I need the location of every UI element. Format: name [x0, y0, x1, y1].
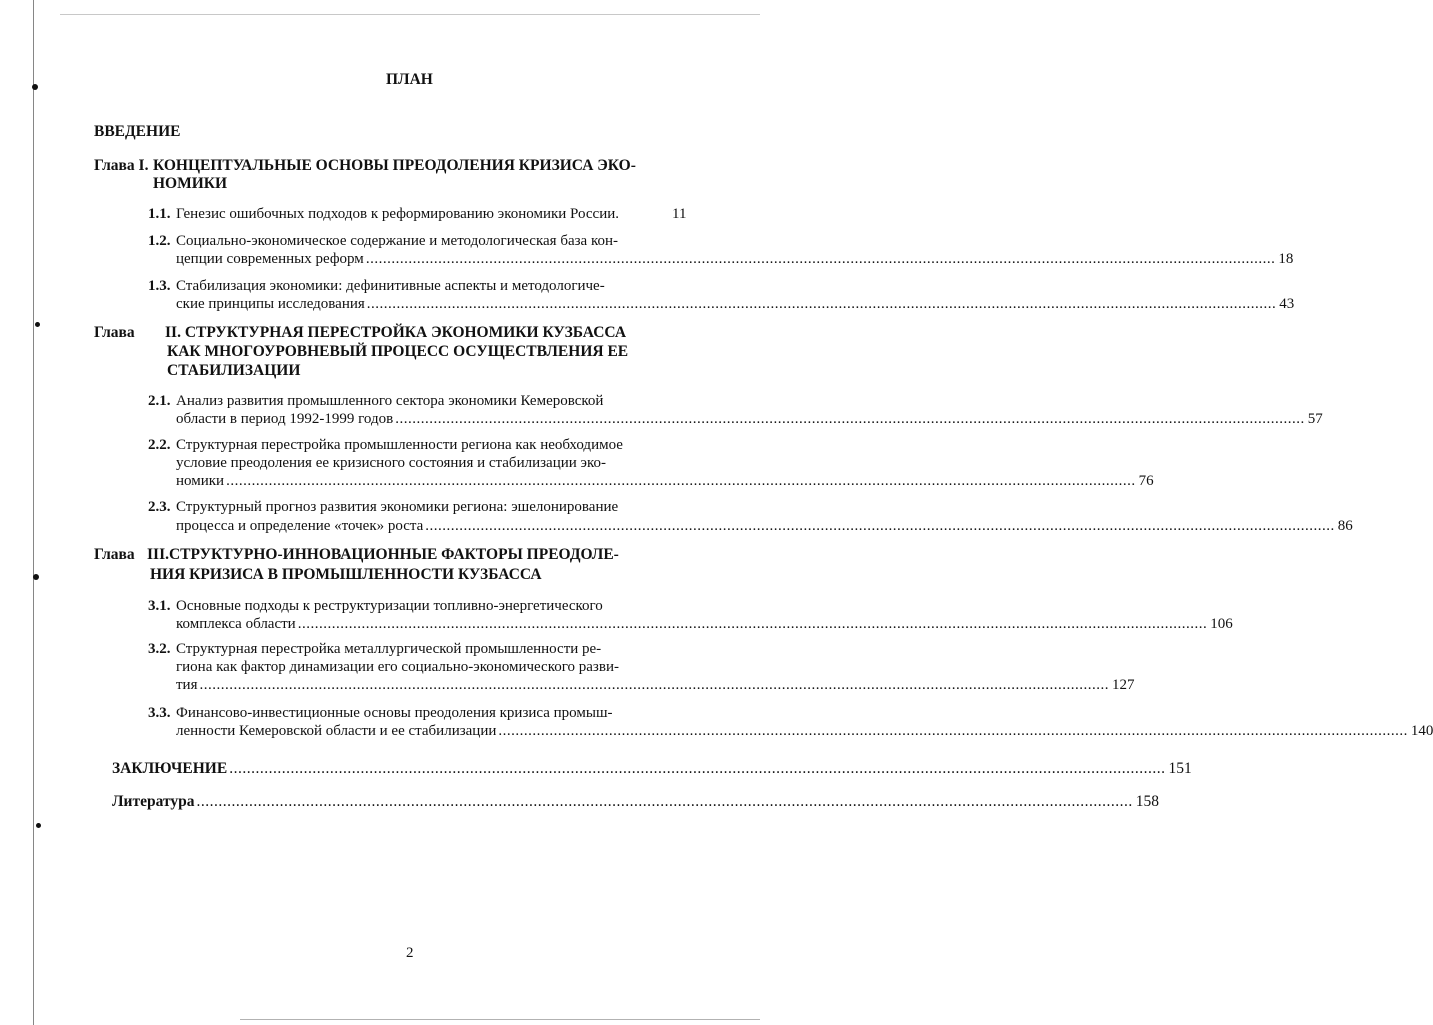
section-page: 140: [1410, 723, 1433, 739]
section-title: процесса и определение «точек» роста: [176, 518, 424, 534]
scan-edge-left: [33, 0, 34, 1025]
conclusion-entry: [112, 760, 1192, 778]
dot-leader: ......................................................................................................................................................................................................................: [395, 411, 1305, 427]
dot-leader: ......................................................................................................................................................................................................................: [199, 677, 1109, 693]
section-title: Стабилизация экономики: дефинитивные аспекты и методологиче-: [176, 278, 605, 294]
section-title: тия: [176, 677, 198, 693]
toc-entry-row: [176, 250, 1294, 268]
section-number: 3.2.: [148, 641, 171, 657]
section-number: 2.2.: [148, 437, 171, 453]
section-page: 43: [1279, 296, 1295, 312]
toc-entry-row: [176, 410, 1323, 428]
section-page: 86: [1337, 518, 1353, 534]
section-title: Структурный прогноз развития экономики региона: эшелонирование: [176, 499, 619, 515]
chapter-3-prefix: Глава: [94, 546, 135, 563]
section-title: ские принципы исследования: [176, 296, 365, 312]
section-number: 2.3.: [148, 499, 171, 515]
section-title: цепции современных реформ: [176, 251, 364, 267]
section-page: 11: [672, 206, 687, 222]
section-page: 18: [1278, 251, 1294, 267]
section-number: 3.1.: [148, 598, 171, 614]
section-page: 76: [1138, 473, 1154, 489]
toc-entry-row: [176, 676, 1135, 694]
chapter-2-title: II. СТРУКТУРНАЯ ПЕРЕСТРОЙКА ЭКОНОМИКИ КУЗБАССА: [165, 324, 627, 341]
dot-leader: ......................................................................................................................................................................................................................: [226, 473, 1136, 489]
section-title: Структурная перестройка промышленности региона как необходимое: [176, 437, 623, 453]
literature-label: Литература: [112, 793, 195, 810]
chapter-1-title: НОМИКИ: [153, 175, 228, 192]
section-title: ленности Кемеровской области и ее стабилизации: [176, 723, 497, 739]
toc-entry-row: [176, 615, 1233, 633]
section-number: 1.2.: [148, 233, 171, 249]
section-number: 1.3.: [148, 278, 171, 294]
section-title: Основные подходы к реструктуризации топливно-энергетического: [176, 598, 603, 614]
section-number: 1.1.: [148, 206, 171, 222]
section-title: Анализ развития промышленного сектора экономики Кемеровской: [176, 393, 604, 409]
section-title: Генезис ошибочных подходов к реформированию экономики России.: [176, 206, 620, 222]
scan-speck: [35, 322, 40, 327]
section-title: комплекса области: [176, 616, 296, 632]
scan-speck: [32, 84, 38, 90]
page-title: ПЛАН: [386, 71, 433, 88]
dot-leader: ......................................................................................................................................................................................................................: [498, 723, 1408, 739]
section-title: номики: [176, 473, 225, 489]
section-number: 3.3.: [148, 705, 171, 721]
scan-edge-top: [60, 14, 760, 15]
section-page: 106: [1210, 616, 1233, 632]
conclusion-page: 151: [1168, 760, 1192, 777]
chapter-1-prefix: Глава I.: [94, 157, 149, 174]
section-page: 57: [1307, 411, 1323, 427]
scan-speck: [33, 574, 39, 580]
chapter-3-title: НИЯ КРИЗИСА В ПРОМЫШЛЕННОСТИ КУЗБАССА: [150, 566, 542, 583]
section-title: области в период 1992-1999 годов: [176, 411, 394, 427]
dot-leader: ......................................................................................................................................................................................................................: [365, 251, 1276, 267]
section-title: условие преодоления ее кризисного состояния и стабилизации эко-: [176, 455, 606, 471]
toc-entry-row: [176, 722, 1433, 740]
chapter-2-title: СТАБИЛИЗАЦИИ: [167, 362, 301, 379]
conclusion-label: ЗАКЛЮЧЕНИЕ: [112, 760, 228, 777]
toc-entry-row: [176, 472, 1154, 490]
intro-heading: ВВЕДЕНИЕ: [94, 123, 181, 140]
dot-leader: ......................................................................................................................................................................................................................: [366, 296, 1277, 312]
dot-leader: ......................................................................................................................................................................................................................: [297, 616, 1208, 632]
dot-leader: ......................................................................................................................................................................................................................: [425, 518, 1335, 534]
toc-entry-row: [176, 295, 1295, 313]
scan-speck: [36, 823, 41, 828]
toc-entry-row: [176, 517, 1353, 535]
section-number: 2.1.: [148, 393, 171, 409]
section-title: Социально-экономическое содержание и методологическая база кон-: [176, 233, 618, 249]
dot-leader: ......................................................................................................................................................................................................................: [196, 793, 1133, 810]
scan-edge-bottom: [240, 1019, 760, 1020]
chapter-1-title: КОНЦЕПТУАЛЬНЫЕ ОСНОВЫ ПРЕОДОЛЕНИЯ КРИЗИСА ЭКО-: [153, 157, 636, 174]
section-title: Финансово-инвестиционные основы преодоления кризиса промыш-: [176, 705, 613, 721]
chapter-2-prefix: Глава: [94, 324, 135, 341]
literature-page: 158: [1135, 793, 1159, 810]
page-number: 2: [406, 945, 414, 961]
section-page: 127: [1111, 677, 1135, 693]
section-title: Структурная перестройка металлургической промышленности ре-: [176, 641, 602, 657]
chapter-2-title: КАК МНОГОУРОВНЕВЫЙ ПРОЦЕСС ОСУЩЕСТВЛЕНИЯ ЕЕ: [167, 343, 629, 360]
chapter-3-title: III.СТРУКТУРНО-ИННОВАЦИОННЫЕ ФАКТОРЫ ПРЕОДОЛЕ-: [147, 546, 619, 563]
section-title: гиона как фактор динамизации его социально-экономического разви-: [176, 659, 619, 675]
literature-entry: [112, 793, 1159, 811]
dot-leader: ......................................................................................................................................................................................................................: [229, 760, 1166, 777]
